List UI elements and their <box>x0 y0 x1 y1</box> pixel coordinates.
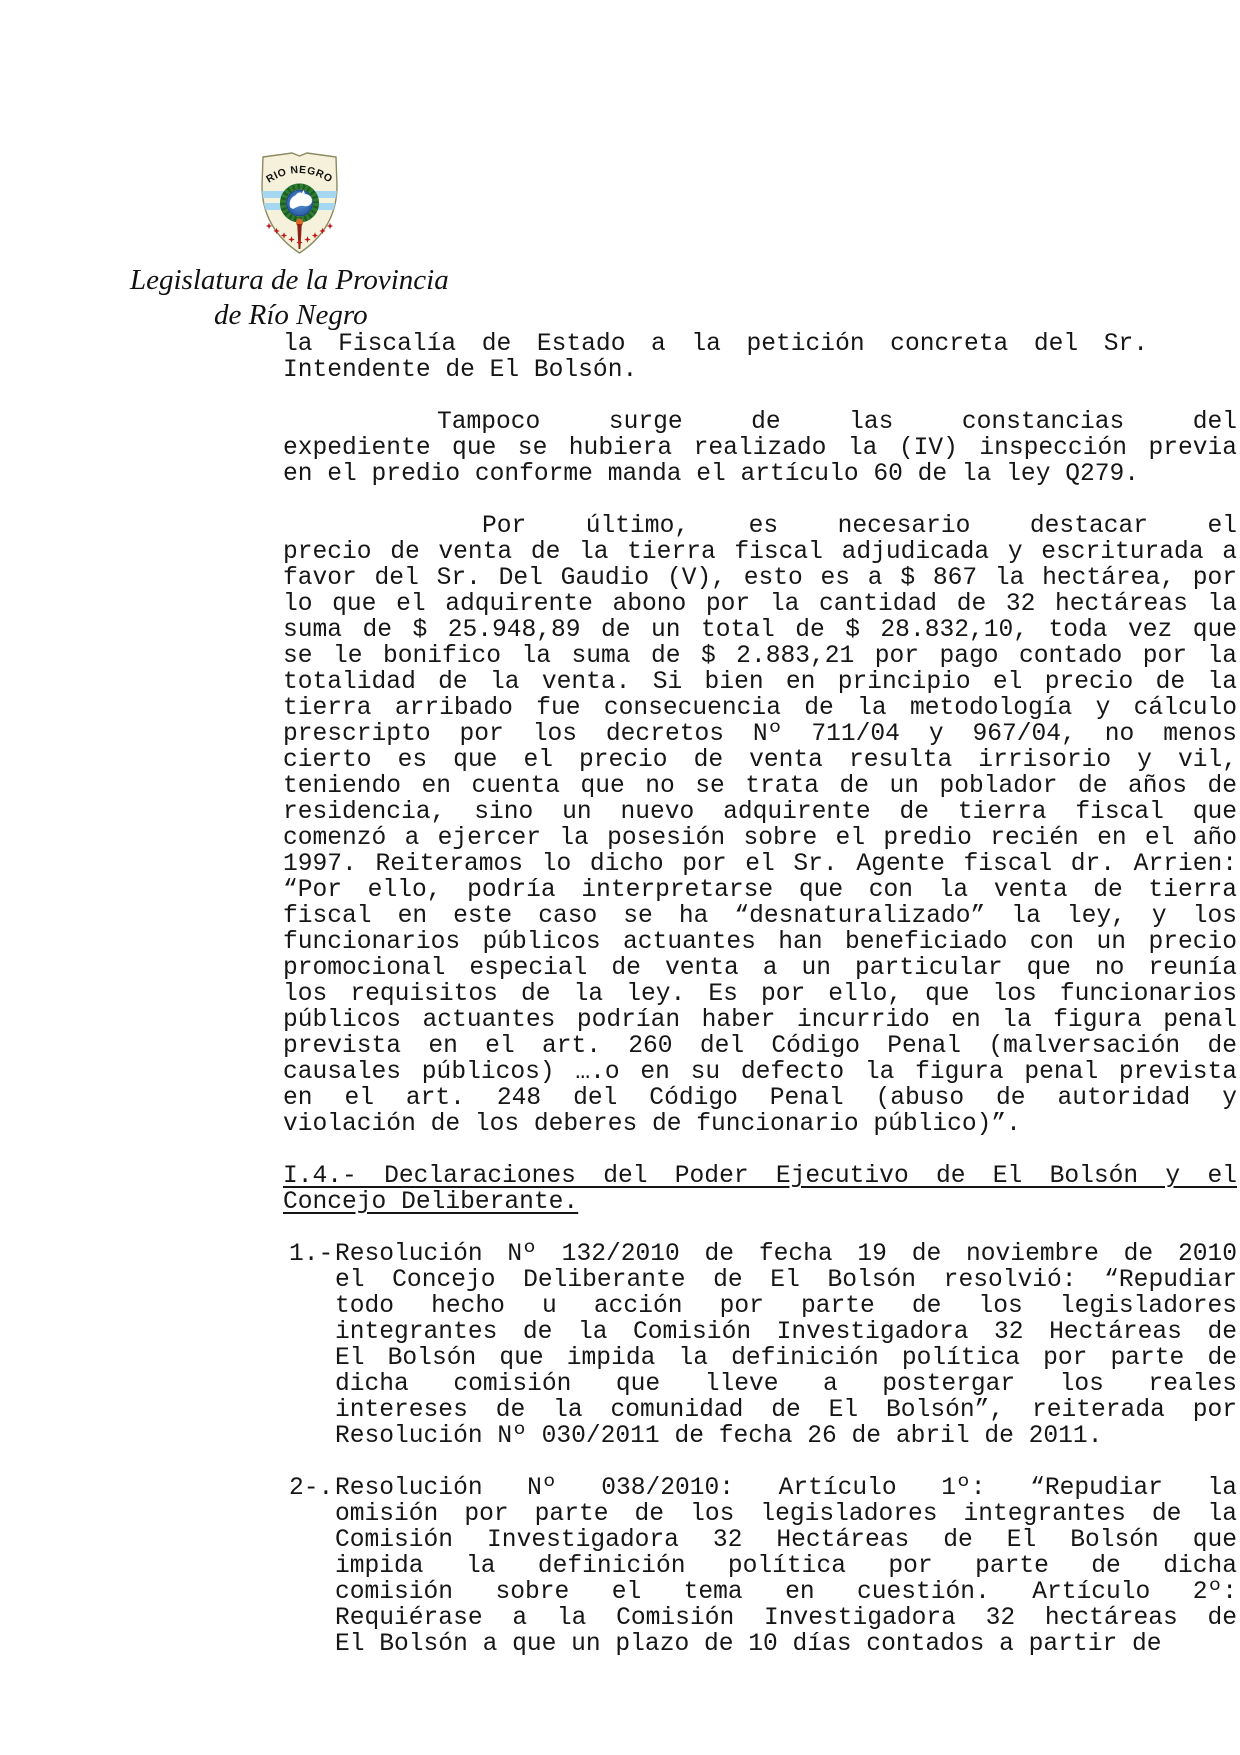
text-line: dicha comisión que lleve a postergar los reales <box>335 1371 1237 1398</box>
list-marker: 2-. <box>289 1475 334 1502</box>
text-line: funcionarios públicos actuantes han beneficiado con un precio <box>283 929 1237 956</box>
text-line: Concejo Deliberante. <box>283 1189 579 1216</box>
text-line: totalidad de la venta. Si bien en principio el precio de la <box>283 669 1237 696</box>
text-line: El Bolsón a que un plazo de 10 días contados a partir de <box>335 1631 1162 1658</box>
text-line: promocional especial de venta a un particular que no reunía <box>283 955 1237 982</box>
text-line: Comisión Investigadora 32 Hectáreas de El Bolsón que <box>335 1527 1237 1554</box>
document-body <box>283 332 1237 1658</box>
text-line: todo hecho u acción por parte de los legisladores <box>335 1293 1237 1320</box>
paragraph <box>283 410 1237 488</box>
paragraph <box>283 332 1237 384</box>
org-name-line-1: Legislatura de la Provincia <box>130 264 449 296</box>
section-heading <box>283 1164 1237 1216</box>
text-line: Tampoco surge de las constancias del <box>437 409 1237 436</box>
paragraph <box>283 514 1237 1138</box>
text-line: favor del Sr. Del Gaudio (V), esto es a $ 867 la hectárea, por <box>283 565 1237 592</box>
text-line: “Por ello, podría interpretarse que con la venta de tierra <box>283 877 1237 904</box>
text-line: la Fiscalía de Estado a la petición concreta del Sr. <box>283 331 1148 358</box>
text-line: omisión por parte de los legisladores integrantes de la <box>335 1501 1237 1528</box>
text-line: Resolución Nº 132/2010 de fecha 19 de noviembre de 2010 <box>335 1241 1237 1268</box>
rio-negro-coat-of-arms <box>252 148 347 258</box>
text-line: suma de $ 25.948,89 de un total de $ 28.832,10, toda vez que <box>283 617 1237 644</box>
text-line: fiscal en este caso se ha “desnaturalizado” la ley, y los <box>283 903 1237 930</box>
logo-banner-text: RIO NEGRO <box>264 163 335 186</box>
text-line: Por último, es necesario destacar el <box>482 513 1237 540</box>
text-line: intereses de la comunidad de El Bolsón”, reiterada por <box>335 1397 1237 1424</box>
text-line: lo que el adquirente abono por la cantidad de 32 hectáreas la <box>283 591 1237 618</box>
org-name-line-2: de Río Negro <box>214 299 368 331</box>
text-line: se le bonifico la suma de $ 2.883,21 por pago contado por la <box>283 643 1237 670</box>
text-line: 1997. Reiteramos lo dicho por el Sr. Agente fiscal dr. Arrien: <box>283 851 1237 878</box>
text-line: residencia, sino un nuevo adquirente de tierra fiscal que <box>283 799 1237 826</box>
text-line: tierra arribado fue consecuencia de la metodología y cálculo <box>283 695 1237 722</box>
list-item <box>283 1242 1237 1450</box>
text-line: causales públicos) ….o en su defecto la figura penal prevista <box>283 1059 1237 1086</box>
text-line: I.4.- Declaraciones del Poder Ejecutivo de El Bolsón y el <box>283 1163 1237 1190</box>
coat-of-arms-graphic <box>252 148 347 258</box>
text-line: impida la definición política por parte de dicha <box>335 1553 1237 1580</box>
text-line: el Concejo Deliberante de El Bolsón resolvió: “Repudiar <box>335 1267 1237 1294</box>
text-line: en el predio conforme manda el artículo 60 de la ley Q279. <box>283 461 1140 488</box>
text-line: Resolución Nº 038/2010: Artículo 1º: “Repudiar la <box>335 1475 1237 1502</box>
text-line: Resolución Nº 030/2011 de fecha 26 de abril de 2011. <box>335 1423 1103 1450</box>
text-line: comisión sobre el tema en cuestión. Artículo 2º: <box>335 1579 1237 1606</box>
text-line: precio de venta de la tierra fiscal adjudicada y escriturada a <box>283 539 1237 566</box>
list-item <box>283 1476 1237 1658</box>
text-line: Intendente de El Bolsón. <box>283 357 638 384</box>
text-line: cierto es que el precio de venta resulta irrisorio y vil, <box>283 747 1237 774</box>
text-line: integrantes de la Comisión Investigadora 32 Hectáreas de <box>335 1319 1237 1346</box>
text-line: públicos actuantes podrían haber incurrido en la figura penal <box>283 1007 1237 1034</box>
text-line: comenzó a ejercer la posesión sobre el predio recién en el año <box>283 825 1237 852</box>
text-line: violación de los deberes de funcionario público)”. <box>283 1111 1021 1138</box>
text-line: los requisitos de la ley. Es por ello, que los funcionarios <box>283 981 1237 1008</box>
text-line: El Bolsón que impida la definición política por parte de <box>335 1345 1237 1372</box>
text-line: en el art. 248 del Código Penal (abuso de autoridad y <box>283 1085 1237 1112</box>
text-line: expediente que se hubiera realizado la (IV) inspección previa <box>283 435 1237 462</box>
text-line: prevista en el art. 260 del Código Penal (malversación de <box>283 1033 1237 1060</box>
text-line: prescripto por los decretos Nº 711/04 y 967/04, no menos <box>283 721 1237 748</box>
text-line: teniendo en cuenta que no se trata de un poblador de años de <box>283 773 1237 800</box>
text-line: Requiérase a la Comisión Investigadora 32 hectáreas de <box>335 1605 1237 1632</box>
list-marker: 1.- <box>289 1241 334 1268</box>
